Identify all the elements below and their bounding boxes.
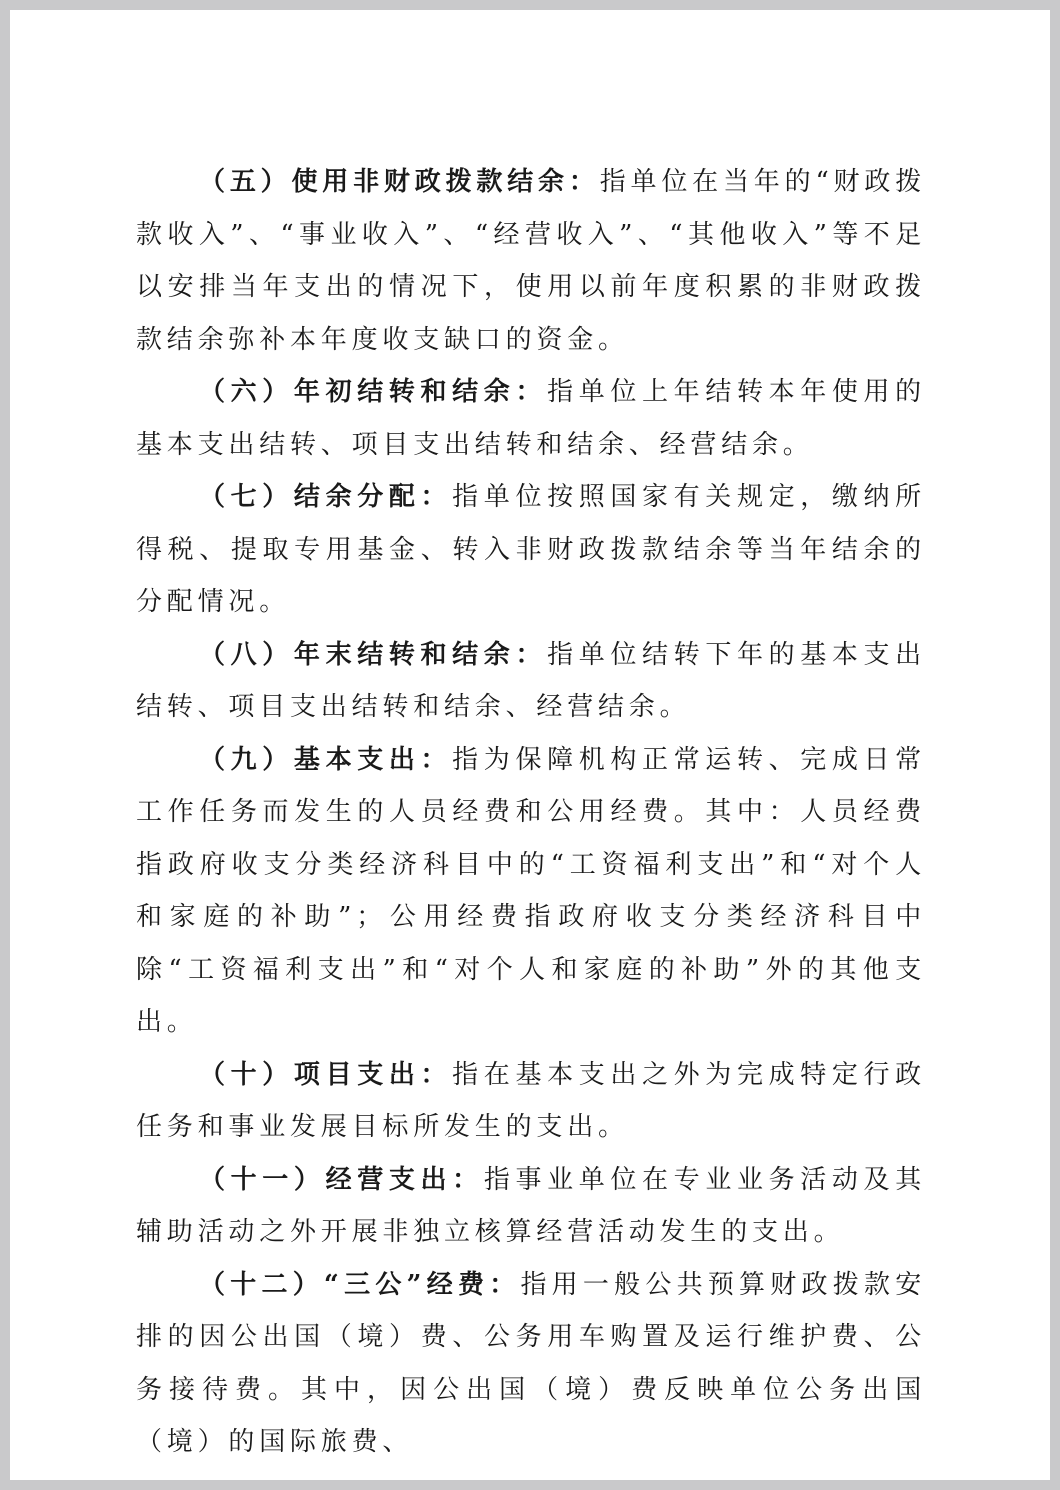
paragraph-text: 指单位结转下年的基本支出结转、项目支出结转和结余、经营结余。 bbox=[136, 639, 926, 722]
paragraph-term: （九）基本支出： bbox=[199, 744, 453, 775]
paragraph-term: （十二）“三公”经费： bbox=[199, 1269, 521, 1300]
paragraph-text: 指在基本支出之外为完成特定行政任务和事业发展目标所发生的支出。 bbox=[136, 1059, 926, 1142]
paragraph-term: （六）年初结转和结余： bbox=[199, 377, 548, 407]
paragraph-text: 指用一般公共预算财政拨款安排的因公出国（境）费、公务用车购置及运行维护费、公务接待费。其中，因公出国（境）费反映单位公务出国（境）的国际旅费、 bbox=[136, 1269, 926, 1457]
paragraph-text: 指事业单位在专业业务活动及其辅助活动之外开展非独立核算经营活动发生的支出。 bbox=[136, 1164, 926, 1247]
paragraph-text: 指单位上年结转本年使用的基本支出结转、项目支出结转和结余、经营结余。 bbox=[136, 377, 926, 460]
paragraph-text: 指单位按照国家有关规定，缴纳所得税、提取专用基金、转入非财政拨款结余等当年结余的分配情况。 bbox=[136, 482, 926, 617]
document-body bbox=[136, 156, 926, 1469]
paragraph-5 bbox=[136, 156, 926, 366]
paragraph-text: 指为保障机构正常运转、完成日常工作任务而发生的人员经费和公用经费。其中：人员经费指政府收支分类经济科目中的“工资福利支出”和“对个人和家庭的补助”；公用经费指政府收支分类经济科目中除“工资福利支出”和“对个人和家庭的补助”外的其他支出。 bbox=[136, 744, 926, 1037]
paragraph-term: （七）结余分配： bbox=[199, 482, 453, 512]
paragraph-9 bbox=[136, 734, 926, 1049]
paragraph-term: （五）使用非财政拨款结余： bbox=[199, 167, 600, 197]
document-page bbox=[10, 10, 1050, 1480]
paragraph-term: （十）项目支出： bbox=[199, 1059, 453, 1090]
paragraph-text: 指单位在当年的“财政拨款收入”、“事业收入”、“经营收入”、“其他收入”等不足以安排当年支出的情况下，使用以前年度积累的非财政拨款结余弥补本年度收支缺口的资金。 bbox=[136, 167, 926, 355]
paragraph-12 bbox=[136, 1259, 926, 1469]
paragraph-term: （八）年末结转和结余： bbox=[199, 639, 548, 670]
paragraph-7 bbox=[136, 471, 926, 629]
paragraph-11 bbox=[136, 1154, 926, 1259]
paragraph-6 bbox=[136, 366, 926, 471]
paragraph-8 bbox=[136, 629, 926, 734]
paragraph-term: （十一）经营支出： bbox=[199, 1164, 484, 1195]
paragraph-10 bbox=[136, 1049, 926, 1154]
